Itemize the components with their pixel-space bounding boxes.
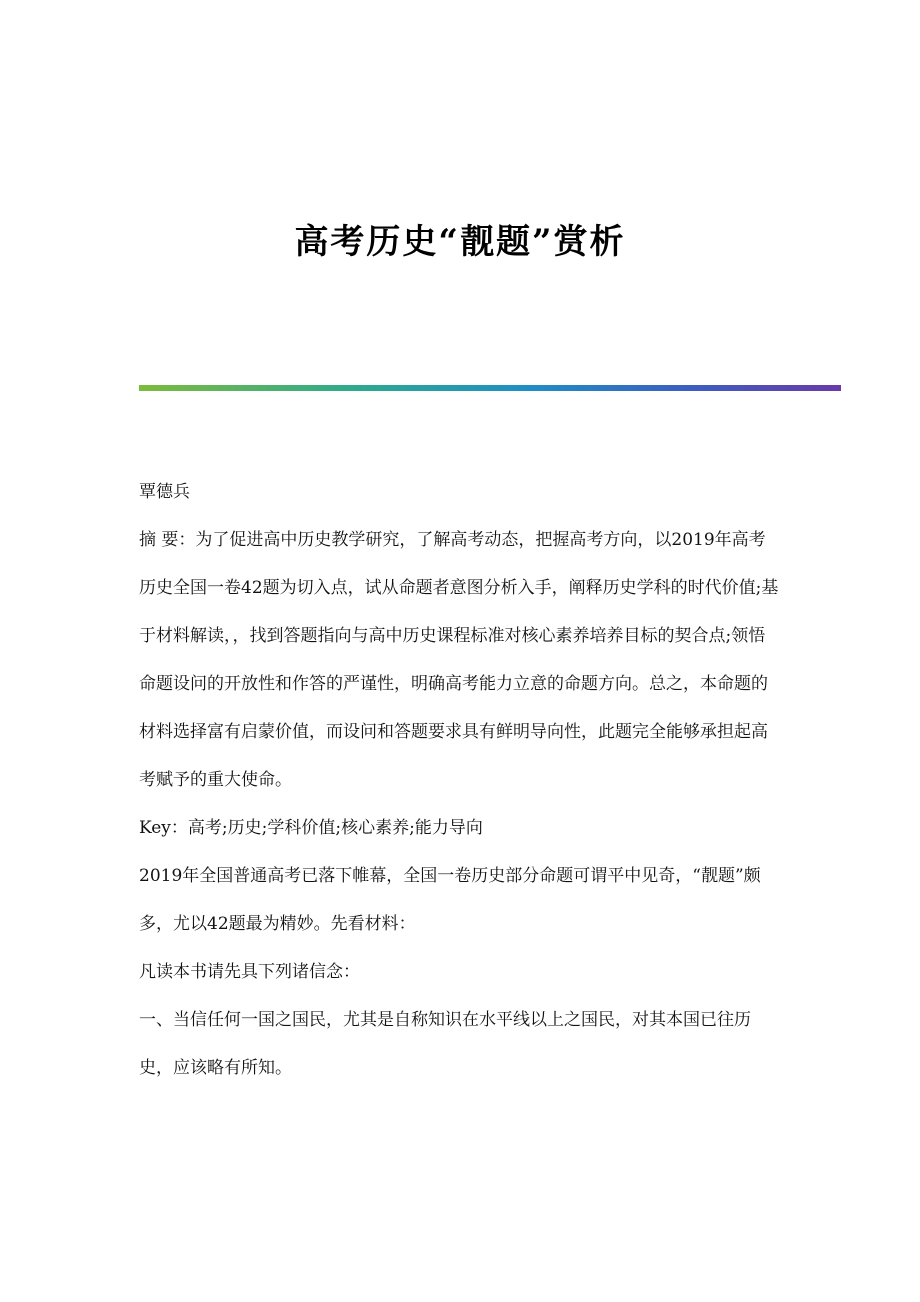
keywords-text: 高考;历史;学科价值;核心素养;能力导向 [187,818,483,838]
abstract-text: 为了促进高中历史教学研究，了解高考动态，把握高考方向，以2019年高考历史全国一卷42题为切入点，试从命题者意图分析入手，阐释历史学科的时代价值;基于材料解读，，找到答题指向与高中历史课程标准对核心素养培养目标的契合点;领悟命题设问的开放性和作答的严谨性，明确高考能力立意的命题方向。总之，本命题的材料选择富有启蒙价值，而设问和答题要求具有鲜明导向性，此题完全能够承担起高考赋予的重大使命。 [139,530,779,790]
body-paragraph-2: 凡读本书请先具下列诸信念： [139,962,360,982]
body-paragraph-3: 一、当信任何一国之国民，尤其是自称知识在水平线以上之国民，对其本国已往历史，应该略有所知。 [139,1010,751,1078]
author-line: 覃德兵 [139,482,190,502]
keywords-paragraph [139,804,781,852]
title-divider [139,385,841,391]
document-body [139,468,781,1092]
abstract-label: 摘 要： [139,530,196,550]
body-paragraph-1: 2019年全国普通高考已落下帷幕，全国一卷历史部分命题可谓平中见奇，“靓题”颇多，尤以42题最为精妙。先看材料： [139,866,761,934]
document-title: 高考历史“靓题”赏析 [294,222,626,262]
abstract-paragraph [139,516,781,804]
keywords-label: Key： [139,818,188,838]
